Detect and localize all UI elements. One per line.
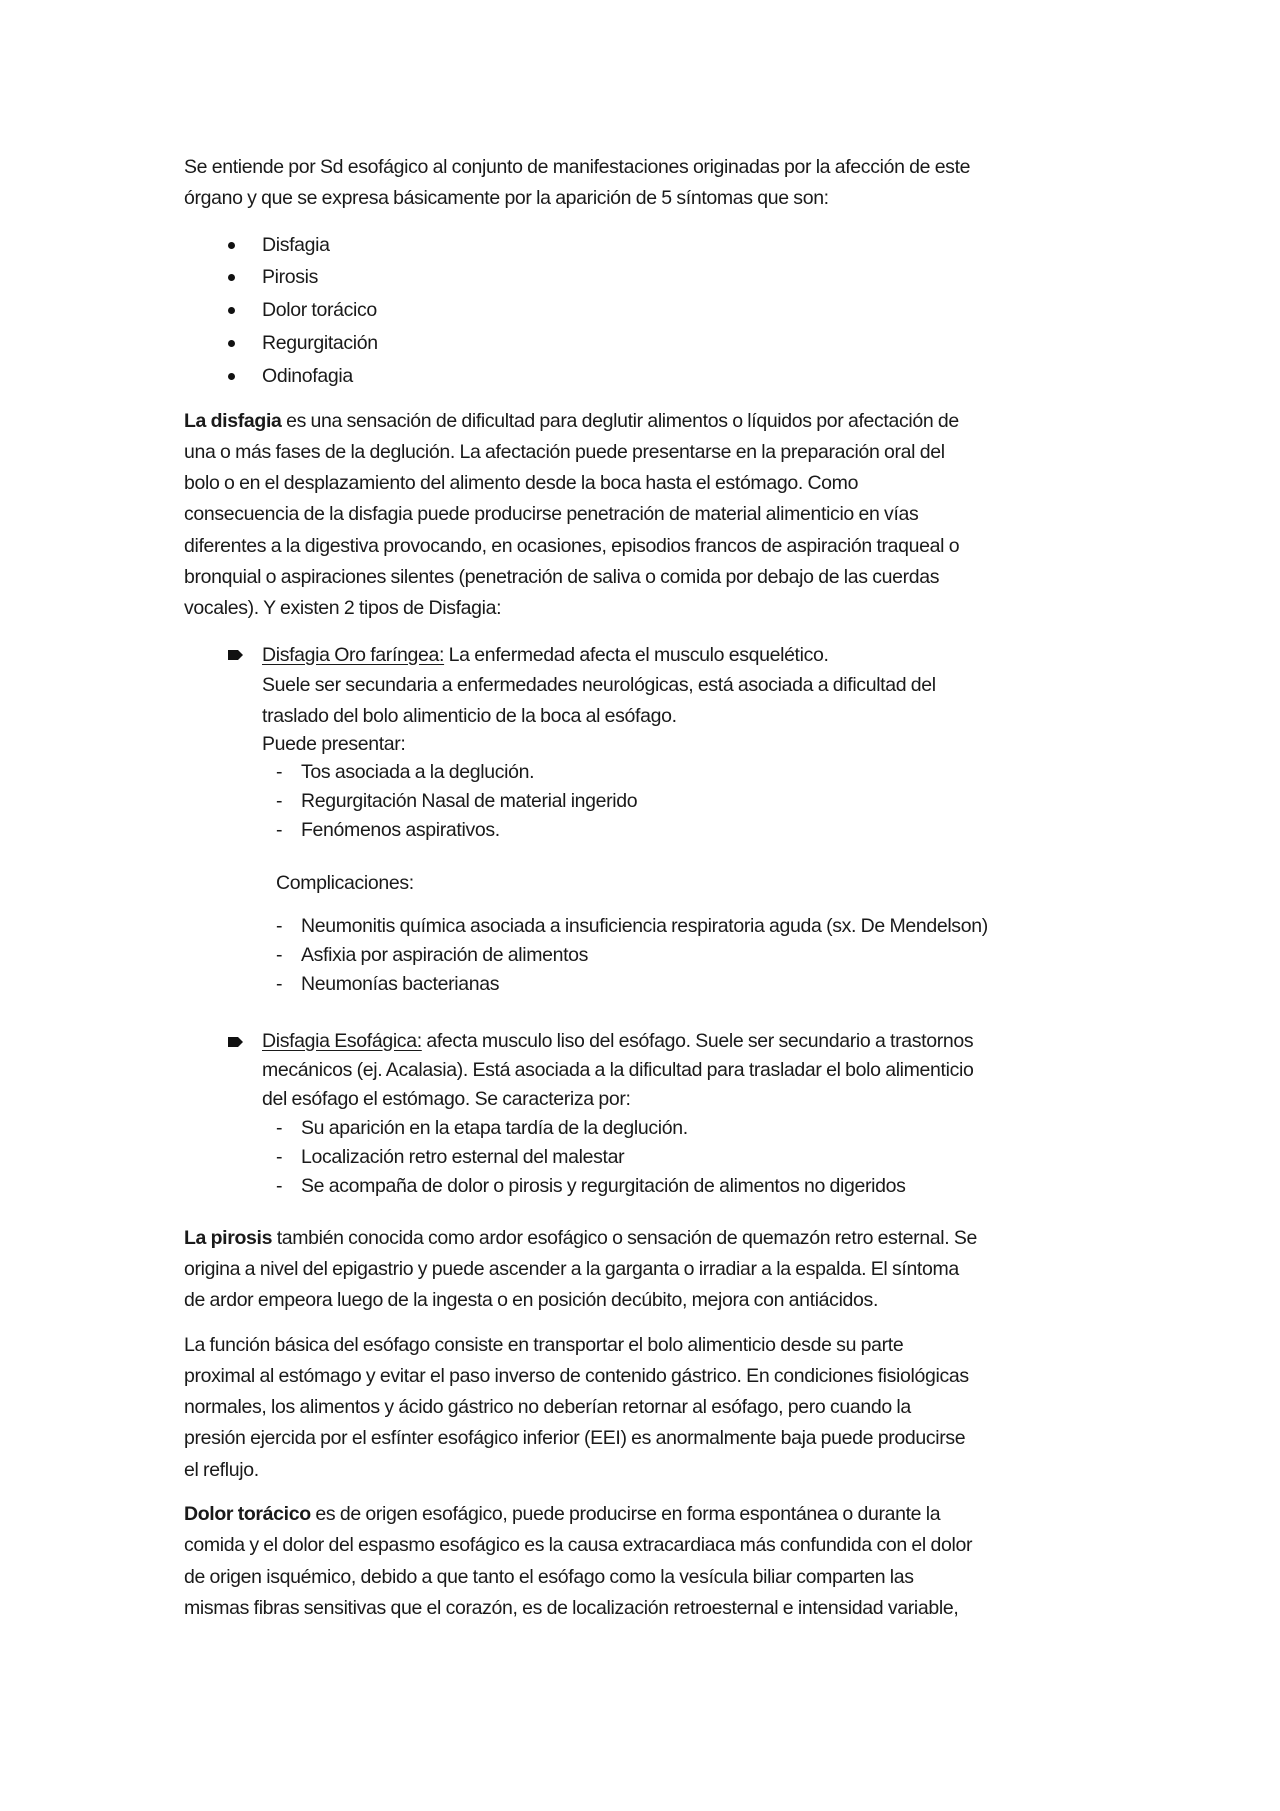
complications-list [262,912,1104,999]
pirosis-paragraph [184,1223,1104,1317]
dash-icon: - [276,914,283,937]
arrow-bullet-icon [228,1037,243,1047]
list-item: - Se acompaña de dolor o pirosis y regurgitación de alimentos no digeridos [276,1172,1104,1201]
list-item: - Regurgitación Nasal de material ingerido [276,787,1104,816]
text-line: Suele ser secundaria a enfermedades neurológicas, está asociada a dificultad del [262,674,936,697]
document-page [184,152,1104,1624]
text-line: La pirosis también conocida como ardor esofágico o sensación de quemazón retro esternal. Se [184,1226,978,1249]
text-line: proximal al estómago y evitar el paso inverso de contenido gástrico. En condiciones fisiológicas [184,1364,969,1387]
list-item: - Asfixia por aspiración de alimentos [276,941,1104,970]
text-line: el reflujo. [184,1458,259,1481]
text-line: Se entiende por Sd esofágico al conjunto de manifestaciones originadas por la afección de este [184,156,971,178]
text-line: normales, los alimentos y ácido gástrico no deberían retornar al esófago, pero cuando la [184,1396,911,1419]
text-line: bolo o en el desplazamiento del alimento desde la boca hasta el estómago. Como [184,472,859,495]
list-item: - Fenómenos aspirativos. [276,816,1104,845]
dash-icon: - [276,1145,283,1168]
text-line: órgano y que se expresa básicamente por la aparición de 5 síntomas que son: [184,187,829,210]
dash-icon: - [276,1116,283,1139]
section-title: Disfagia Esofágica: [262,1029,422,1052]
text-line: Puede presentar: [262,733,406,756]
text-line: vocales). Y existen 2 tipos de Disfagia: [184,597,502,620]
bullet-icon [228,274,235,281]
text-line: de ardor empeora luego de la ingesta o en posición decúbito, mejora con antiácidos. [184,1289,879,1312]
bullet-icon [228,307,235,314]
text-line: mismas fibras sensitivas que el corazón, es de localización retroesternal e intensidad variable, [184,1596,959,1619]
features-list [262,1114,1104,1201]
orofaringea-section [184,640,1104,999]
funcion-paragraph [184,1330,1104,1486]
list-item: Dolor torácico [184,294,1104,327]
text-line: presión ejercida por el esfínter esofágico inferior (EEI) es anormalmente baja puede producirse [184,1427,966,1450]
bullet-icon [228,373,235,380]
symptoms-list [184,229,1104,393]
term-bold: La disfagia [184,409,282,432]
text-line: bronquial o aspiraciones silentes (penetración de saliva o comida por debajo de las cuerdas [184,566,940,589]
dash-icon: - [276,819,283,842]
text-line: del esófago el estómago. Se caracteriza por: [262,1087,631,1110]
list-item: Regurgitación [184,327,1104,360]
bullet-icon [228,242,235,249]
dash-icon: - [276,761,283,784]
text-line: de origen isquémico, debido a que tanto el esófago como la vesícula biliar comparten las [184,1565,914,1588]
dash-icon: - [276,1174,283,1197]
list-item: Disfagia [184,229,1104,262]
arrow-bullet-icon [228,650,243,660]
intro-paragraph [184,152,1104,215]
text-line: origina a nivel del epigastrio y puede ascender a la garganta o irradiar a la espalda. El síntoma [184,1257,959,1280]
text-line: Disfagia Oro faríngea: La enfermedad afecta el musculo esquelético. [262,643,829,666]
dolor-paragraph [184,1499,1104,1624]
text-line: La función básica del esófago consiste en transportar el bolo alimenticio desde su parte [184,1333,904,1356]
text-line: consecuencia de la disfagia puede producirse penetración de material alimenticio en vías [184,503,919,526]
text-line: mecánicos (ej. Acalasia). Está asociada a la dificultad para trasladar el bolo alimenticio [262,1058,974,1081]
esofagica-section [184,1027,1104,1201]
list-item: - Localización retro esternal del malestar [276,1143,1104,1172]
list-item: - Tos asociada a la deglución. [276,758,1104,787]
list-item: - Su aparición en la etapa tardía de la deglución. [276,1114,1104,1143]
term-bold: La pirosis [184,1226,273,1249]
term-bold: Dolor torácico [184,1503,311,1526]
section-title: Disfagia Oro faríngea: [262,643,445,666]
list-item: Pirosis [184,261,1104,294]
presentations-list [262,758,1104,845]
text-line: traslado del bolo alimenticio de la boca al esófago. [262,704,677,727]
text-line: diferentes a la digestiva provocando, en ocasiones, episodios francos de aspiración traqueal o [184,534,960,557]
text-line: La disfagia es una sensación de dificultad para deglutir alimentos o líquidos por afectación de [184,409,959,432]
list-item: - Neumonitis química asociada a insuficiencia respiratoria aguda (sx. De Mendelson) [276,912,1104,941]
text-line: Dolor torácico es de origen esofágico, puede producirse en forma espontánea o durante la [184,1503,941,1526]
text-line: Disfagia Esofágica: afecta musculo liso del esófago. Suele ser secundario a trastornos [262,1029,974,1052]
dash-icon: - [276,790,283,813]
list-item: - Neumonías bacterianas [276,970,1104,999]
disfagia-paragraph [184,406,1104,625]
text-line: una o más fases de la deglución. La afectación puede presentarse en la preparación oral del [184,440,945,463]
list-item: Odinofagia [184,360,1104,393]
text-line: comida y el dolor del espasmo esofágico es la causa extracardiaca más confundida con el dolor [184,1534,973,1557]
dash-icon: - [276,972,283,995]
bullet-icon [228,340,235,347]
complications-label: Complicaciones: [276,872,414,895]
dash-icon: - [276,943,283,966]
